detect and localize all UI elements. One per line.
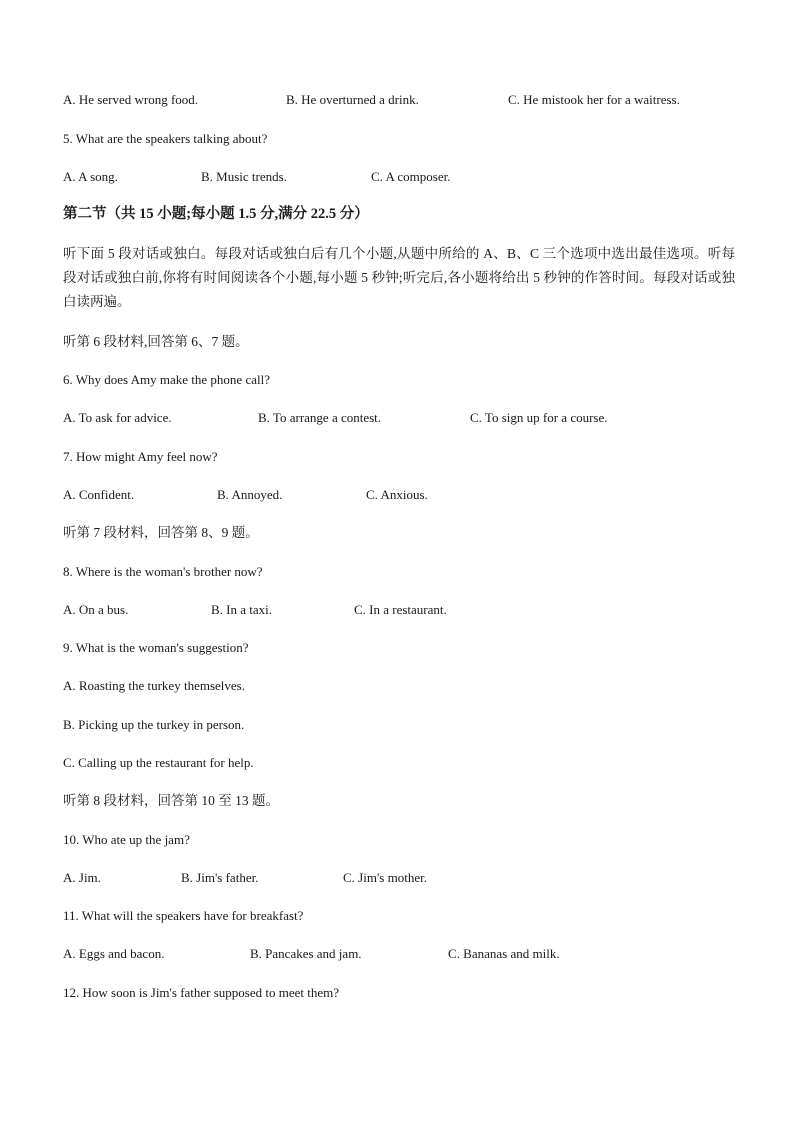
q11-option-b: B. Pancakes and jam. (250, 946, 362, 961)
section2-heading: 第二节（共 15 小题;每小题 1.5 分,满分 22.5 分） (63, 206, 369, 222)
q9-question: 9. What is the woman's suggestion? (63, 640, 249, 655)
q10-option-a: A. Jim. (63, 870, 101, 885)
q11-option-a: A. Eggs and bacon. (63, 946, 165, 961)
q7-question: 7. How might Amy feel now? (63, 449, 218, 464)
q7-option-a: A. Confident. (63, 487, 135, 502)
q11-question: 11. What will the speakers have for breakfast? (63, 908, 304, 923)
q9-option-c: C. Calling up the restaurant for help. (63, 755, 254, 770)
material-7-label: 听第 7 段材料，回答第 8、9 题。 (63, 525, 259, 540)
q8-option-a: A. On a bus. (63, 602, 129, 617)
q10-option-c: C. Jim's mother. (343, 870, 427, 885)
q5-option-c: C. A composer. (371, 169, 451, 184)
q10-option-b: B. Jim's father. (181, 870, 259, 885)
material-6-label: 听第 6 段材料,回答第 6、7 题。 (63, 334, 249, 349)
section2-instructions: 听下面 5 段对话或独白。每段对话或独白后有几个小题,从题中所给的 A、B、C 三个选项中选出最佳选项。听每段对话或独白前,你将有时间阅读各个小题,每小题 5 秒钟;听完后,各小题将给出 5 秒钟的作答时间。每段对话或独白读两遍。 (63, 246, 735, 309)
q8-option-b: B. In a taxi. (211, 602, 273, 617)
q6-question: 6. Why does Amy make the phone call? (63, 372, 270, 387)
q4-option-c: C. He mistook her for a waitress. (508, 92, 680, 107)
q8-question: 8. Where is the woman's brother now? (63, 564, 263, 579)
q7-option-b: B. Annoyed. (217, 487, 283, 502)
q4-option-a: A. He served wrong food. (63, 92, 199, 107)
q11-option-c: C. Bananas and milk. (448, 946, 560, 961)
q9-option-a: A. Roasting the turkey themselves. (63, 678, 245, 693)
q12-question: 12. How soon is Jim's father supposed to meet them? (63, 985, 340, 1000)
q7-option-c: C. Anxious. (366, 487, 428, 502)
material-8-label: 听第 8 段材料，回答第 10 至 13 题。 (63, 793, 279, 808)
q6-option-b: B. To arrange a contest. (258, 410, 382, 425)
q5-question: 5. What are the speakers talking about? (63, 131, 268, 146)
q4-option-b: B. He overturned a drink. (286, 92, 419, 107)
q6-option-c: C. To sign up for a course. (470, 410, 608, 425)
q9-option-b: B. Picking up the turkey in person. (63, 717, 245, 732)
q10-question: 10. Who ate up the jam? (63, 832, 190, 847)
q5-option-b: B. Music trends. (201, 169, 287, 184)
q6-option-a: A. To ask for advice. (63, 410, 172, 425)
q5-option-a: A. A song. (63, 169, 118, 184)
q8-option-c: C. In a restaurant. (354, 602, 447, 617)
